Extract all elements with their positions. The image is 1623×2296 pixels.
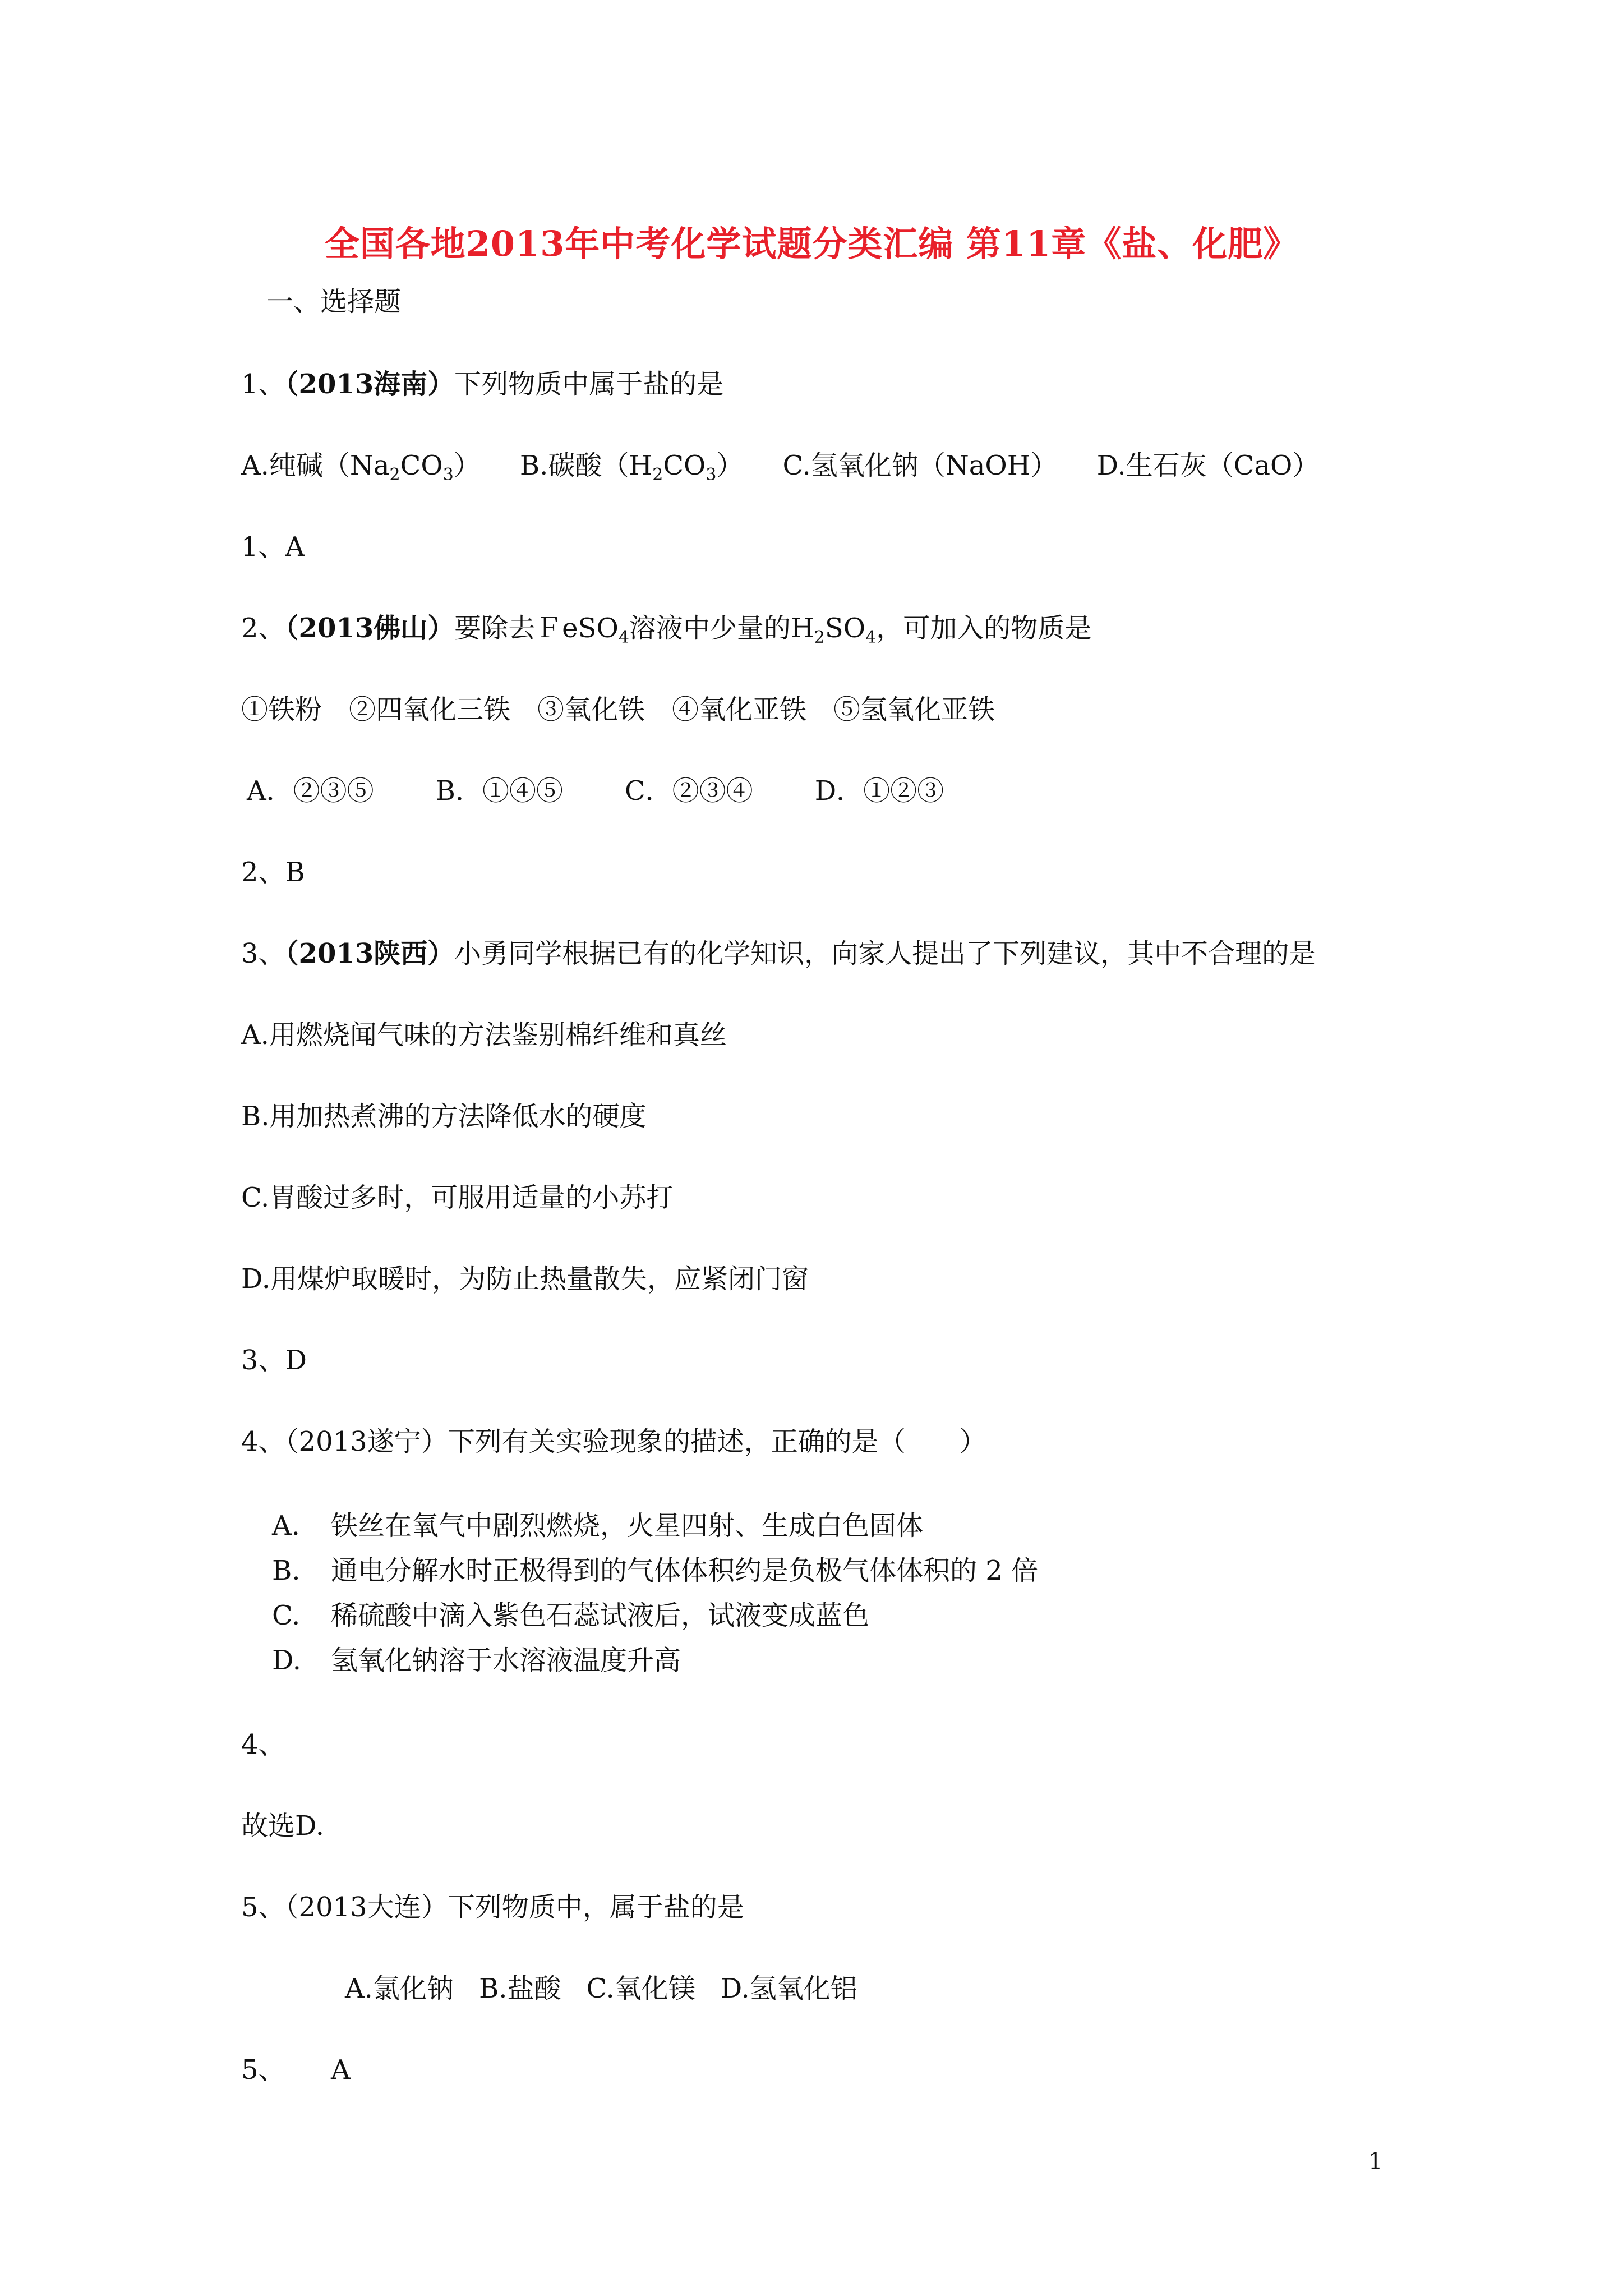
question-3-option-b: B.用加热煮沸的方法降低水的硬度	[241, 1101, 647, 1132]
question-1-answer: 1、A	[241, 531, 305, 563]
question-2-option-b: B．①④⑤	[435, 775, 563, 807]
question-2-option-d: D．①②③	[814, 775, 944, 807]
question-4-answer-number: 4、	[241, 1729, 285, 1760]
question-1-option-a: A.纯碱$(Na_2CO_3)$	[241, 450, 481, 485]
question-3: 3、（2013陕西）小勇同学根据已有的化学知识，向家人提出了下列建议，其中不合理的是	[241, 938, 1316, 969]
question-5-options	[345, 1972, 857, 2005]
question-1-text: 下列物质中属于盐的是	[454, 369, 724, 400]
question-5-option-d: D.氢氧化铝	[720, 1973, 857, 2004]
question-5: 5、（2013大连）下列物质中，属于盐的是	[241, 1892, 744, 1923]
question-2-source: （2013佛山）	[285, 613, 455, 644]
question-2-items: ①铁粉 ②四氧化三铁 ③氧化铁 ④氧化亚铁 ⑤氢氧化亚铁	[241, 694, 995, 725]
question-3-answer: 3、D	[241, 1345, 307, 1376]
question-2: 2、（2013佛山）要除去ＦeSO$_4$溶液中少量的$H_2SO_4$，可加入的物质是	[241, 613, 1092, 647]
question-1-option-b: B.碳酸$(H_2CO_3)$	[519, 450, 744, 485]
question-4-option-b: B. 通电分解水时正极得到的气体体积约是负极气体体积的 2 倍	[272, 1555, 1039, 1586]
question-1-option-c: C.氢氧化钠（NaOH）	[782, 450, 1058, 481]
question-1	[241, 367, 723, 401]
question-1-number: 1、	[241, 369, 285, 400]
question-4: 4、（2013遂宁）下列有关实验现象的描述，正确的是（ ）	[241, 1426, 986, 1457]
question-1-option-d: D.生石灰（CaO）	[1096, 450, 1320, 481]
question-1-source: （2013海南）	[285, 369, 455, 400]
question-5-option-b: B.盐酸	[478, 1973, 561, 2004]
question-2-option-c: C．②③④	[624, 775, 753, 807]
question-2-option-a: A．②③⑤	[247, 775, 374, 807]
question-2-answer: 2、B	[241, 857, 305, 888]
question-1-options	[241, 449, 1320, 485]
question-2-options	[247, 774, 944, 808]
question-5-option-a: A.氯化钠	[345, 1973, 454, 2004]
question-5-option-c: C.氧化镁	[586, 1973, 695, 2004]
question-3-option-a: A.用燃烧闻气味的方法鉴别棉纤维和真丝	[241, 1019, 727, 1051]
question-4-option-d: D. 氢氧化钠溶于水溶液温度升高	[272, 1645, 681, 1676]
question-4-option-c: C. 稀硫酸中滴入紫色石蕊试液后，试液变成蓝色	[272, 1600, 870, 1631]
page-title: 全国各地2013年中考化学试题分类汇编 第11章《盐、化肥》	[324, 223, 1299, 264]
question-5-answer: 5、 A	[241, 2054, 351, 2086]
question-3-option-c: C.胃酸过多时，可服用适量的小苏打	[241, 1182, 674, 1213]
question-3-option-d: D.用煤炉取暖时，为防止热量散失，应紧闭门窗	[241, 1263, 809, 1295]
page-number: 1	[1368, 2148, 1383, 2174]
question-4-answer: 故选D.	[241, 1810, 325, 1842]
question-3-source: （2013陕西）	[285, 938, 455, 969]
section-heading: 一、选择题	[266, 286, 402, 318]
question-4-option-a: A. 铁丝在氧气中剧烈燃烧，火星四射、生成白色固体	[272, 1510, 924, 1542]
